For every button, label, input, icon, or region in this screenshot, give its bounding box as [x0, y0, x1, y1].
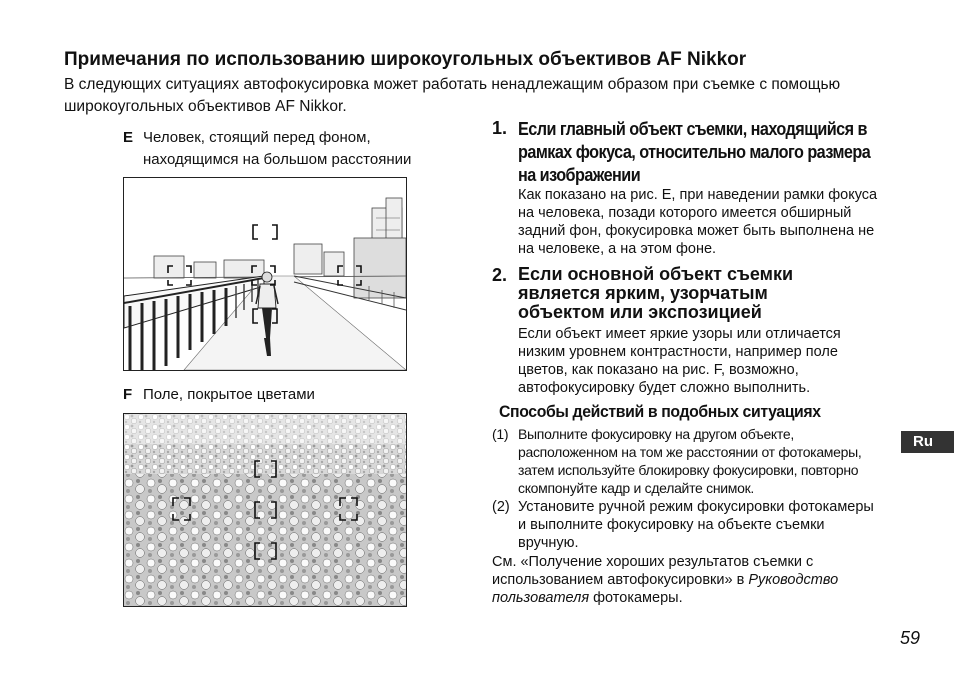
figure-f-caption — [123, 384, 423, 406]
figure-e-text: Человек, стоящий перед фоном, находящимся на большом расстоянии — [143, 129, 412, 168]
figure-f-text: Поле, покрытое цветами — [143, 386, 315, 403]
section1-heading: Если главный объект съемки, находящийся в рамках фокуса, относительно малого размера на изображении — [518, 119, 871, 185]
user-manual-title: Руководство пользователя — [492, 572, 839, 606]
section2-heading: Если основной объект съемки является ярким, узорчатым объектом или экспозицией — [518, 264, 794, 322]
page-number: 59 — [900, 628, 921, 648]
see-reference-prefix: См. «Получение хороших результатов съемки с использованием автофокусировки» в — [492, 554, 814, 588]
list-item-number: (2) — [492, 499, 510, 515]
figure-f-letter: F — [123, 386, 133, 403]
figure-f-photo — [123, 413, 407, 607]
intro-paragraph: В следующих ситуациях автофокусировка может работать ненадлежащим образом при съемке с помощью широкоугольных объективов AF Nikkor. — [64, 76, 841, 115]
language-tab: Ru — [901, 431, 954, 453]
section1-number: 1. — [492, 118, 508, 138]
bridge-person-illustration — [124, 178, 406, 370]
list-item-text: Установите ручной режим фокусировки фотокамеры и выполните фокусировку на объекте съемки вручную. — [518, 499, 874, 551]
list-item — [492, 498, 892, 554]
list-item — [492, 425, 892, 499]
list-item-number: (1) — [492, 426, 509, 442]
see-reference — [492, 553, 870, 607]
figure-e-photo — [123, 177, 407, 371]
section2-body: Если объект имеет яркие узоры или отличается низким уровнем контрастности, например поле цветов, как показано на рис. F, возможно, автофокусировку будет сложно выполнить. — [518, 326, 841, 396]
see-reference-suffix: фотокамеры. — [589, 590, 683, 606]
figure-e-letter: E — [123, 129, 134, 146]
actions-heading: Способы действий в подобных ситуациях — [499, 402, 821, 421]
section1-body: Как показано на рис. E, при наведении рамки фокуса на человека, позади которого имеется обширный задний фон, фокусировка может быть выполнена не на человеке, а на этом фоне. — [518, 187, 878, 257]
section2-number: 2. — [492, 265, 508, 285]
flower-field-illustration — [124, 414, 406, 606]
page-title: Примечания по использованию широкоугольных объективов AF Nikkor — [64, 49, 747, 70]
figure-e-caption — [123, 127, 453, 171]
list-item-text: Выполните фокусировку на другом объекте, расположенном на том же расстоянии от фотокамеры, затем используйте блокировку фокусировки, повторно скомпонуйте кадр и сделайте снимок. — [518, 426, 862, 496]
